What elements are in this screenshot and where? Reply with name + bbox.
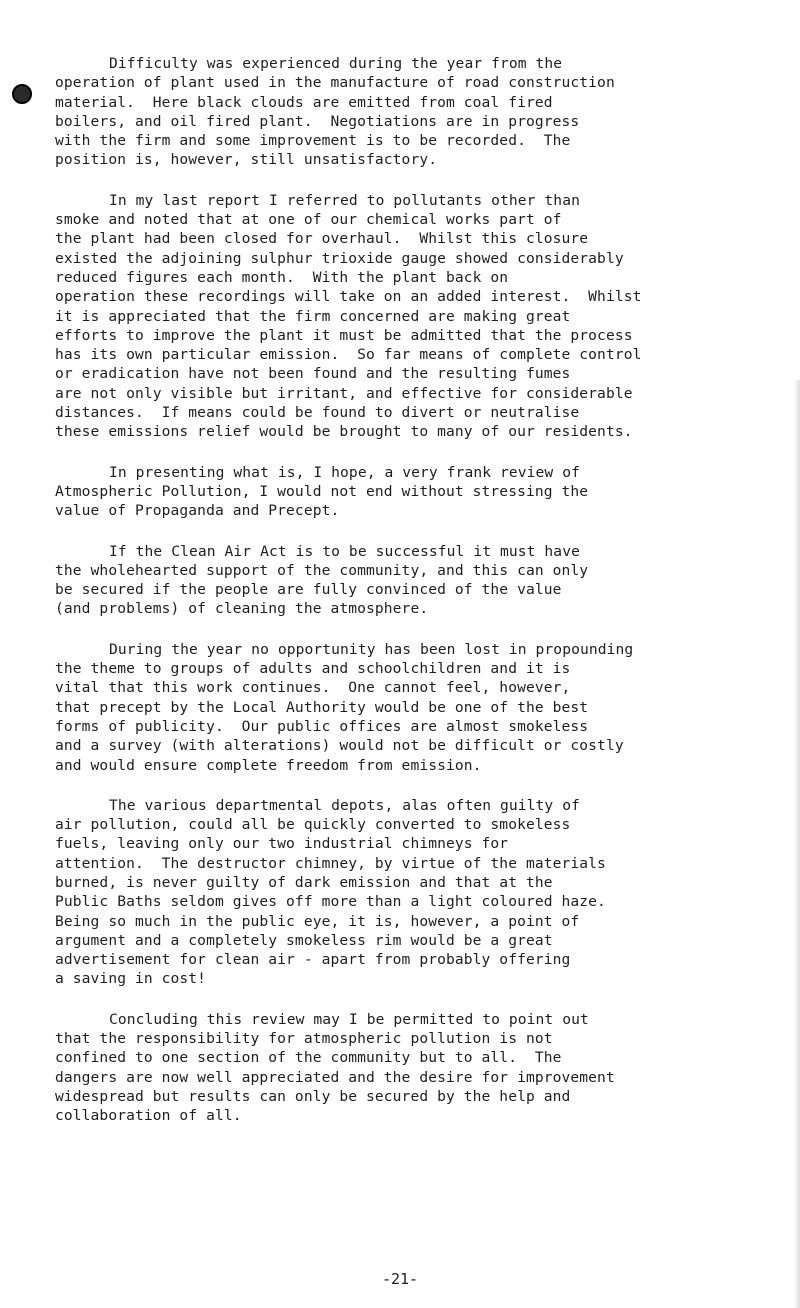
text-line: and would ensure complete freedom from emission. — [55, 756, 482, 774]
text-line: (and problems) of cleaning the atmosphere. — [55, 600, 429, 618]
text-line: has its own particular emission. So far means of complete control — [55, 346, 642, 364]
text-line: If the Clean Air Act is to be successful it must have — [109, 542, 580, 560]
text-line: attention. The destructor chimney, by virtue of the materials — [55, 854, 606, 872]
text-line: that the responsibility for atmospheric pollution is not — [55, 1030, 553, 1048]
text-line: existed the adjoining sulphur trioxide gauge showed considerably — [55, 249, 624, 267]
text-line: or eradication have not been found and the resulting fumes — [55, 365, 571, 383]
paragraph-road-material — [55, 54, 795, 170]
text-line: burned, is never guilty of dark emission and that at the — [55, 873, 553, 891]
text-line: and a survey (with alterations) would not be difficult or costly — [55, 737, 624, 755]
text-line: are not only visible but irritant, and effective for considerable — [55, 384, 633, 402]
paragraph-clean-air-act — [55, 542, 795, 619]
text-line: reduced figures each month. With the plant back on — [55, 268, 509, 286]
text-line: argument and a completely smokeless rim would be a great — [55, 931, 553, 949]
text-line: material. Here black clouds are emitted from coal fired — [55, 93, 553, 111]
text-line: Difficulty was experienced during the year from the — [109, 55, 563, 72]
text-line: During the year no opportunity has been lost in propounding — [109, 640, 634, 658]
text-line: widespread but results can only be secured by the help and — [55, 1087, 571, 1105]
text-line: boilers, and oil fired plant. Negotiations are in progress — [55, 112, 580, 130]
text-line: vital that this work continues. One cannot feel, however, — [55, 679, 571, 697]
text-line: efforts to improve the plant it must be admitted that the process — [55, 326, 633, 344]
body-text — [55, 54, 795, 1147]
text-line: the plant had been closed for overhaul. Whilst this closure — [55, 230, 589, 248]
text-line: Atmospheric Pollution, I would not end without stressing the — [55, 482, 589, 500]
text-line: Concluding this review may I be permitted to point out — [109, 1010, 589, 1028]
text-line: confined to one section of the community but to all. The — [55, 1049, 562, 1067]
text-line: Being so much in the public eye, it is, however, a point of — [55, 912, 580, 930]
page-number: -21- — [381, 1270, 419, 1288]
text-line: In my last report I referred to pollutants other than — [109, 191, 580, 209]
text-line: fuels, leaving only our two industrial chimneys for — [55, 835, 509, 853]
text-line: the wholehearted support of the community, and this can only — [55, 561, 589, 579]
paragraph-depots — [55, 796, 795, 989]
paragraph-propaganda — [55, 640, 795, 775]
text-line: air pollution, could all be quickly converted to smokeless — [55, 816, 571, 834]
text-line: be secured if the people are fully convinced of the value — [55, 581, 562, 599]
paragraph-chemical-works — [55, 191, 795, 442]
text-line: it is appreciated that the firm concerned are making great — [55, 307, 571, 325]
text-line: with the firm and some improvement is to be recorded. The — [55, 132, 571, 150]
text-line: distances. If means could be found to divert or neutralise — [55, 404, 580, 422]
text-line: forms of publicity. Our public offices are almost smokeless — [55, 717, 589, 735]
binder-hole — [12, 84, 32, 104]
text-line: operation these recordings will take on an added interest. Whilst — [55, 288, 642, 306]
text-line: smoke and noted that at one of our chemical works part of — [55, 211, 562, 229]
text-line: Public Baths seldom gives off more than a light coloured haze. — [55, 893, 606, 911]
text-line: the theme to groups of adults and schoolchildren and it is — [55, 660, 571, 678]
text-line: operation of plant used in the manufacture of road construction — [55, 74, 615, 92]
text-line: dangers are now well appreciated and the desire for improvement — [55, 1068, 615, 1086]
paragraph-conclusion — [55, 1010, 795, 1126]
text-line: position is, however, still unsatisfactory. — [55, 151, 438, 169]
text-line: The various departmental depots, alas often guilty of — [109, 796, 580, 814]
text-line: value of Propaganda and Precept. — [55, 502, 340, 520]
text-line: In presenting what is, I hope, a very frank review of — [109, 463, 580, 481]
text-line: a saving in cost! — [55, 970, 207, 988]
text-line: that precept by the Local Authority would be one of the best — [55, 698, 589, 716]
text-line: these emissions relief would be brought to many of our residents. — [55, 423, 633, 441]
paragraph-review-intro — [55, 463, 795, 521]
text-line: collaboration of all. — [55, 1107, 242, 1125]
text-line: advertisement for clean air - apart from probably offering — [55, 951, 571, 969]
